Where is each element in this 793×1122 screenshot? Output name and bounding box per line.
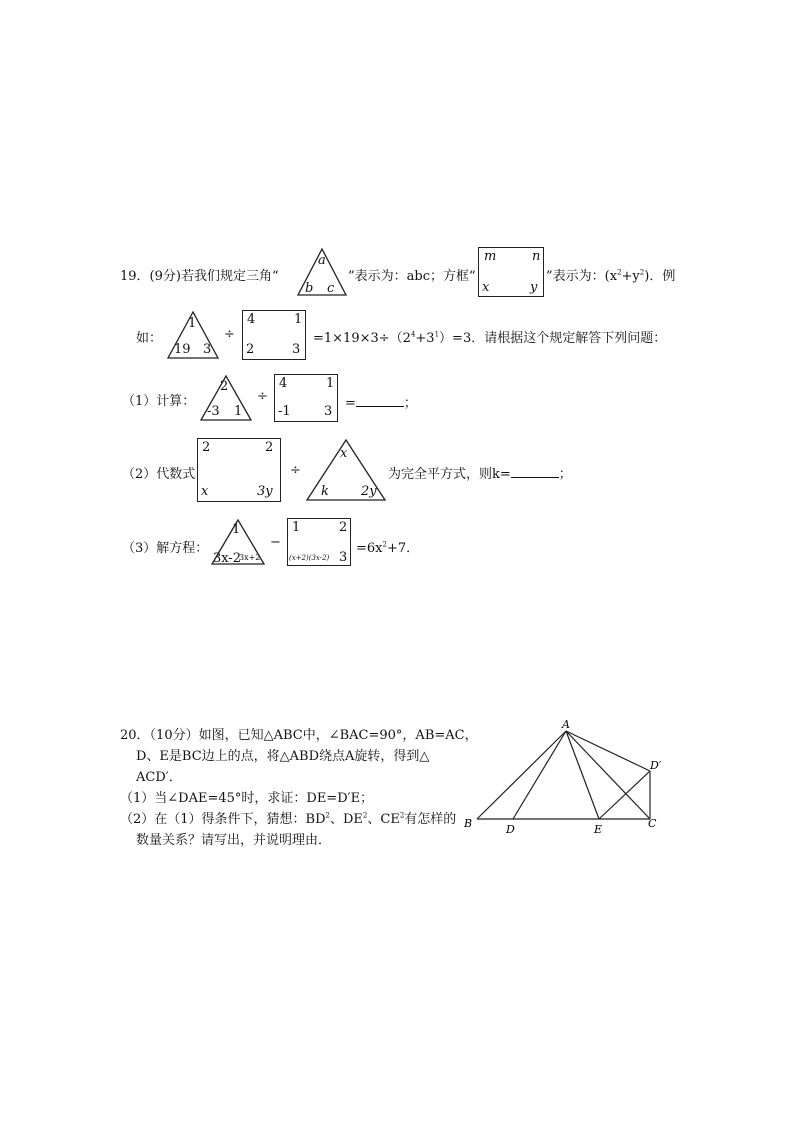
box-def-text: ”表示为：$(x^2+y^2)$．例: [546, 268, 676, 284]
ex-tri-left: 19: [174, 342, 191, 357]
answer-blank[interactable]: [511, 465, 559, 478]
segment-AC: [566, 731, 650, 819]
p2-tri-right: 2y: [361, 484, 377, 499]
example-result: $=1\times 19\times 3\div(2^4+3^1)=3$．请根据这个规定解答下列问题：: [313, 330, 667, 346]
p3-box-tr: 2: [339, 520, 348, 535]
p2-tri-left: k: [321, 484, 329, 499]
p2-tri-top: x: [340, 446, 348, 461]
tri-def-text: ”表示为：abc；方框“: [348, 269, 476, 284]
p1-tri-left: -3: [207, 404, 220, 419]
p3-tri-top: 1: [232, 522, 241, 537]
ex-box-br: 3: [292, 342, 301, 357]
example-prefix: 如：: [136, 331, 163, 346]
divide-sign: ÷: [257, 389, 268, 404]
p2-box-bl: x: [201, 484, 209, 499]
tri-def-top: a: [318, 253, 326, 268]
q20-line2: D、E是BC边上的点，将△ABD绕点A旋转，得到△: [136, 749, 430, 764]
p1-box-tr: 1: [326, 376, 335, 391]
p2-box-tr: 2: [265, 440, 274, 455]
p3-tri-right: 3x+2: [239, 553, 261, 562]
q20-line4: （1）当∠DAE=45°时，求证：DE=D′E；: [120, 791, 374, 806]
p1-tri-top: 2: [220, 379, 229, 394]
minus-sign: −: [270, 535, 281, 550]
part2-text: 为完全平方式，则k= ；: [388, 467, 572, 482]
box-def-tr: n: [532, 249, 541, 264]
box-def-br: y: [530, 280, 538, 295]
part1-label: （1）计算：: [122, 394, 196, 409]
p2-box-tl: 2: [202, 440, 211, 455]
p3-box-br: 3: [339, 550, 348, 565]
part2-label: （2）代数式: [122, 467, 196, 482]
label-D: D: [506, 823, 515, 836]
q19-heading: 19．(9分)若我们规定三角“: [120, 269, 279, 284]
ex-tri-top: 1: [188, 316, 197, 331]
ex-box-tr: 1: [294, 312, 303, 327]
p1-tri-right: 1: [234, 404, 243, 419]
p2-box-br: 3y: [257, 484, 273, 499]
geometry-figure: [460, 715, 675, 840]
divide-sign: ÷: [224, 327, 235, 342]
ex-box-tl: 4: [247, 312, 256, 327]
p3-box-tl: 1: [292, 520, 301, 535]
label-Dprime: D′: [650, 759, 662, 772]
part3-label: （3）解方程：: [122, 541, 209, 556]
label-A: A: [562, 718, 570, 731]
p1-box-br: 3: [324, 404, 333, 419]
q20-line5: （2）在（1）得条件下，猜想：$BD^2$、$DE^2$、$CE^2$有怎样的: [120, 811, 457, 827]
divide-sign: ÷: [290, 463, 301, 478]
p3-tri-left: 3x-2: [213, 551, 242, 566]
q20-line1: 20．（10分）如图，已知△ABC中，∠BAC=90°，AB=AC，: [120, 728, 478, 743]
p1-box-tl: 4: [279, 376, 288, 391]
part3-equation: $=6x^2+7$．: [356, 540, 420, 556]
box-def-bl: x: [482, 280, 490, 295]
label-B: B: [464, 817, 473, 830]
tri-def-right: c: [327, 281, 335, 296]
label-C: C: [648, 817, 657, 830]
ex-box-bl: 2: [246, 342, 255, 357]
q20-line3: ACD′．: [136, 770, 182, 785]
box-def-tl: m: [484, 249, 497, 264]
ex-tri-right: 3: [203, 342, 212, 357]
answer-blank[interactable]: [356, 394, 404, 407]
label-E: E: [594, 823, 603, 836]
part1-answer: = ；: [345, 396, 417, 411]
q20-line6: 数量关系？请写出，并说明理由．: [136, 833, 332, 848]
p1-box-bl: -1: [278, 404, 291, 419]
p3-box-bl: (x+2)(3x-2): [289, 554, 330, 562]
tri-def-left: b: [305, 281, 314, 296]
